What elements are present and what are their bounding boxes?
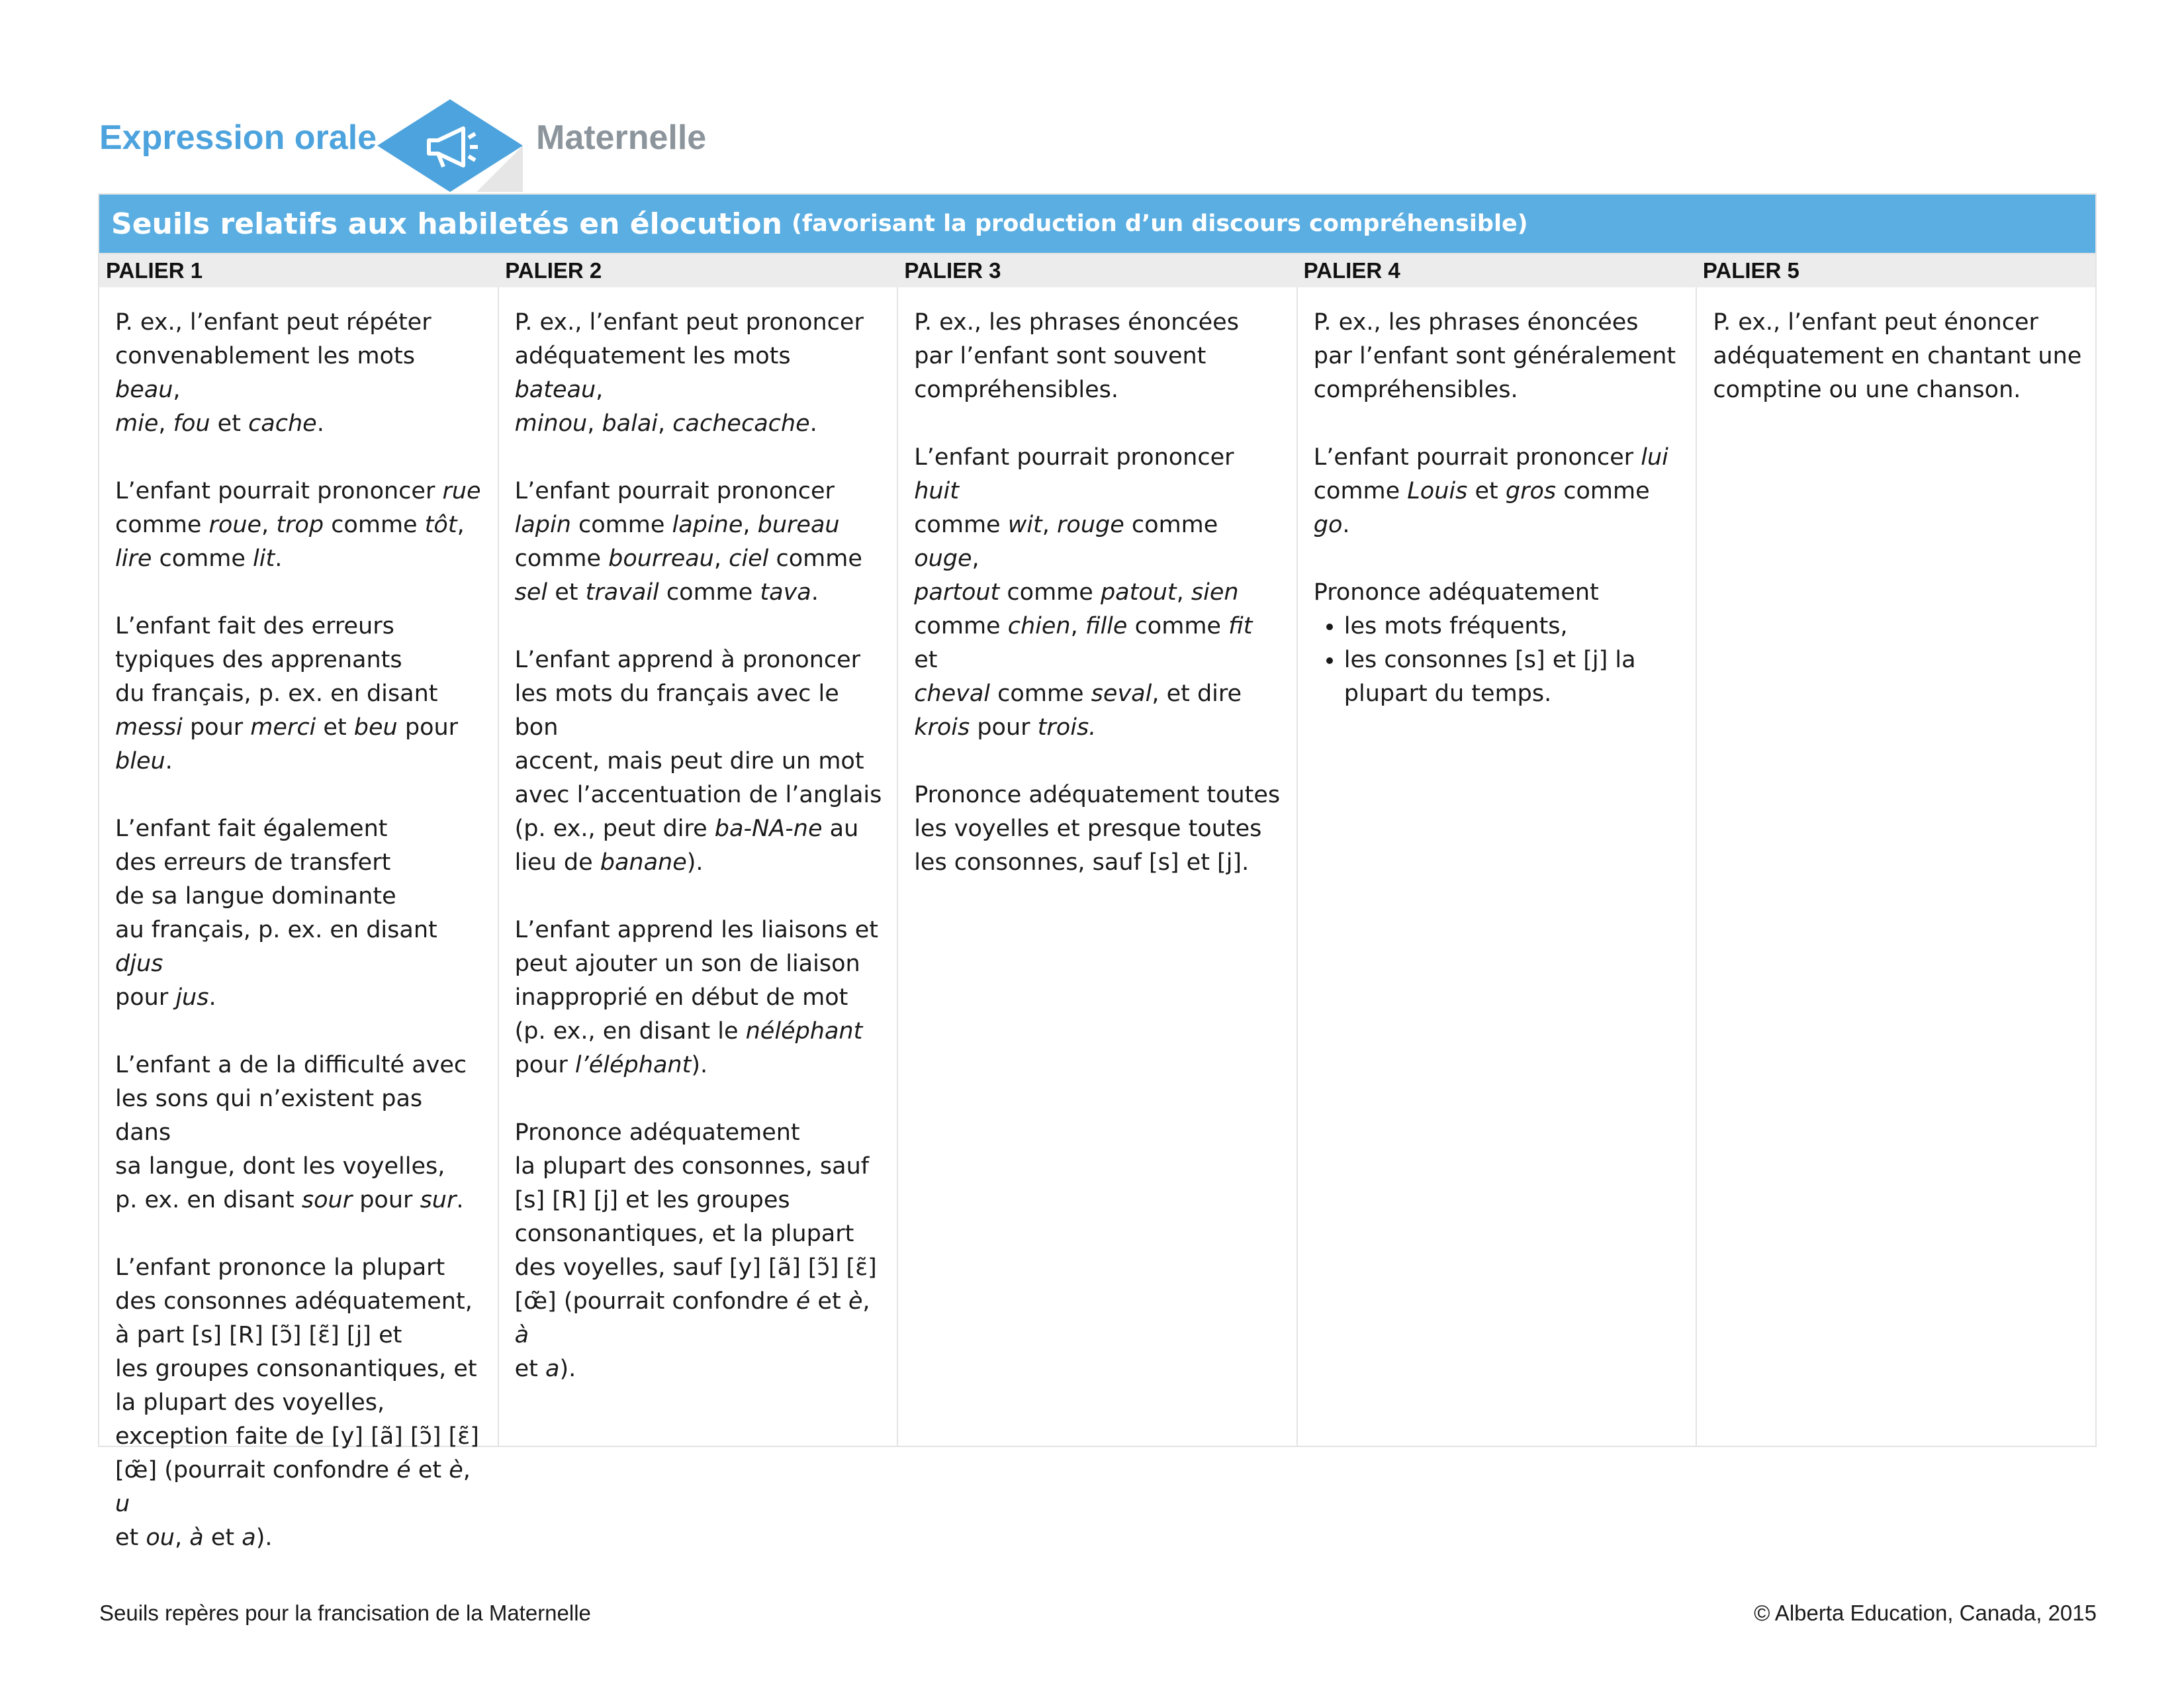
cell-paragraph: Prononce adéquatement la plupart des consonnes, sauf [s] [R] [j] et les groupes consonantiques, et la plupart des voyelles, sauf [y] [ã] [ɔ̃] [ɛ̃] [œ̃] (pourrait confondre é et è, à et a). (514, 1119, 877, 1382)
footer-document-title: Seuils repères pour la francisation de la Maternelle (99, 1601, 591, 1625)
cell-paragraph: L’enfant pourrait prononcer huit comme wit, rouge comme ouge, partout comme patout, sien comme chien, fille comme fit et cheval comme seval, et dire krois pour trois. (914, 444, 1253, 741)
cell-bullet-list (1314, 610, 1683, 711)
table-title-bar (99, 195, 2095, 254)
cell-paragraph: P. ex., l’enfant peut prononcer adéquatement les mots bateau, minou, balai, cachecache. (514, 309, 864, 437)
cell-paragraph: Prononce adéquatement (1313, 579, 1599, 606)
cell-paragraph: L’enfant prononce la plupart des consonnes adéquatement, à part [s] [R] [ɔ̃] [ɛ̃] [j] et les groupes consonantiques, et la plupart des voyelles, exception faite de [y] [ã] [ɔ̃] [ɛ̃] [œ̃] (pourrait confondre é et è, u et ou, à et a). (115, 1254, 479, 1551)
tier-cell-3 (898, 287, 1298, 1446)
cell-paragraph: L’enfant fait des erreurs typiques des apprenants du français, p. ex. en disant messi pour merci et beu pour bleu. (115, 613, 459, 774)
tier-header-4: PALIER 4 (1303, 258, 1400, 283)
tier-cell-4 (1298, 287, 1698, 1446)
cell-bullet-item: • les consonnes [s] et [j] la plupart du temps. (1344, 643, 1683, 711)
megaphone-icon (377, 99, 523, 192)
level-title: Maternelle (536, 118, 707, 157)
tier-cell-2 (499, 287, 899, 1446)
cell-paragraph: L’enfant apprend les liaisons et peut ajouter un son de liaison inapproprié en début de mot (p. ex., en disant le néléphant pour l’éléphant). (514, 917, 878, 1078)
tier-header-1: PALIER 1 (106, 258, 203, 283)
cell-paragraph: Prononce adéquatement toutes les voyelles et presque toutes les consonnes, sauf [s] et [j]. (914, 782, 1281, 876)
tier-cell-5 (1697, 287, 2095, 1446)
footer-copyright: © Alberta Education, Canada, 2015 (1754, 1601, 2097, 1625)
table-title: Seuils relatifs aux habiletés en élocution (111, 207, 782, 241)
tier-header-3: PALIER 3 (904, 258, 1001, 283)
cell-paragraph: L’enfant a de la difficulté avec les sons qui n’existent pas dans sa langue, dont les voyelles, p. ex. en disant sour pour sur. (115, 1052, 467, 1213)
cell-paragraph: L’enfant apprend à prononcer les mots du français avec le bon accent, mais peut dire un mot avec l’accentuation de l’anglais (p. ex., peut dire ba-NA-ne au lieu de banane). (514, 647, 882, 876)
tier-header-5: PALIER 5 (1702, 258, 1799, 283)
tier-cell-1 (99, 287, 499, 1551)
cell-paragraph: L’enfant pourrait prononcer lui comme Louis et gros comme go. (1313, 444, 1668, 538)
cell-paragraph: L’enfant pourrait prononcer rue comme roue, trop comme tôt, lire comme lit. (115, 478, 481, 572)
section-title: Expression orale (99, 118, 377, 157)
cell-paragraph: L’enfant fait également des erreurs de transfert de sa langue dominante au français, p. ex. en disant djus pour jus. (115, 816, 437, 1011)
cell-paragraph: P. ex., les phrases énoncées par l’enfant sont généralement compréhensibles. (1313, 309, 1676, 403)
cell-bullet-item: • les mots fréquents, (1344, 610, 1683, 643)
thresholds-table (98, 193, 2097, 1551)
cell-paragraph: L’enfant pourrait prononcer lapin comme lapine, bureau comme bourreau, ciel comme sel et travail comme tava. (514, 478, 862, 606)
tier-header-2: PALIER 2 (505, 258, 602, 283)
tier-header-row (99, 254, 2095, 287)
table-subtitle: (favorisant la production d’un discours compréhensible) (791, 211, 1528, 237)
tier-content-row (99, 287, 2095, 1551)
cell-paragraph: P. ex., l’enfant peut énoncer adéquatement en chantant une comptine ou une chanson. (1713, 309, 2082, 403)
cell-paragraph: P. ex., les phrases énoncées par l’enfant sont souvent compréhensibles. (914, 309, 1239, 403)
cell-paragraph: P. ex., l’enfant peut répéter convenablement les mots beau, mie, fou et cache. (115, 309, 432, 437)
